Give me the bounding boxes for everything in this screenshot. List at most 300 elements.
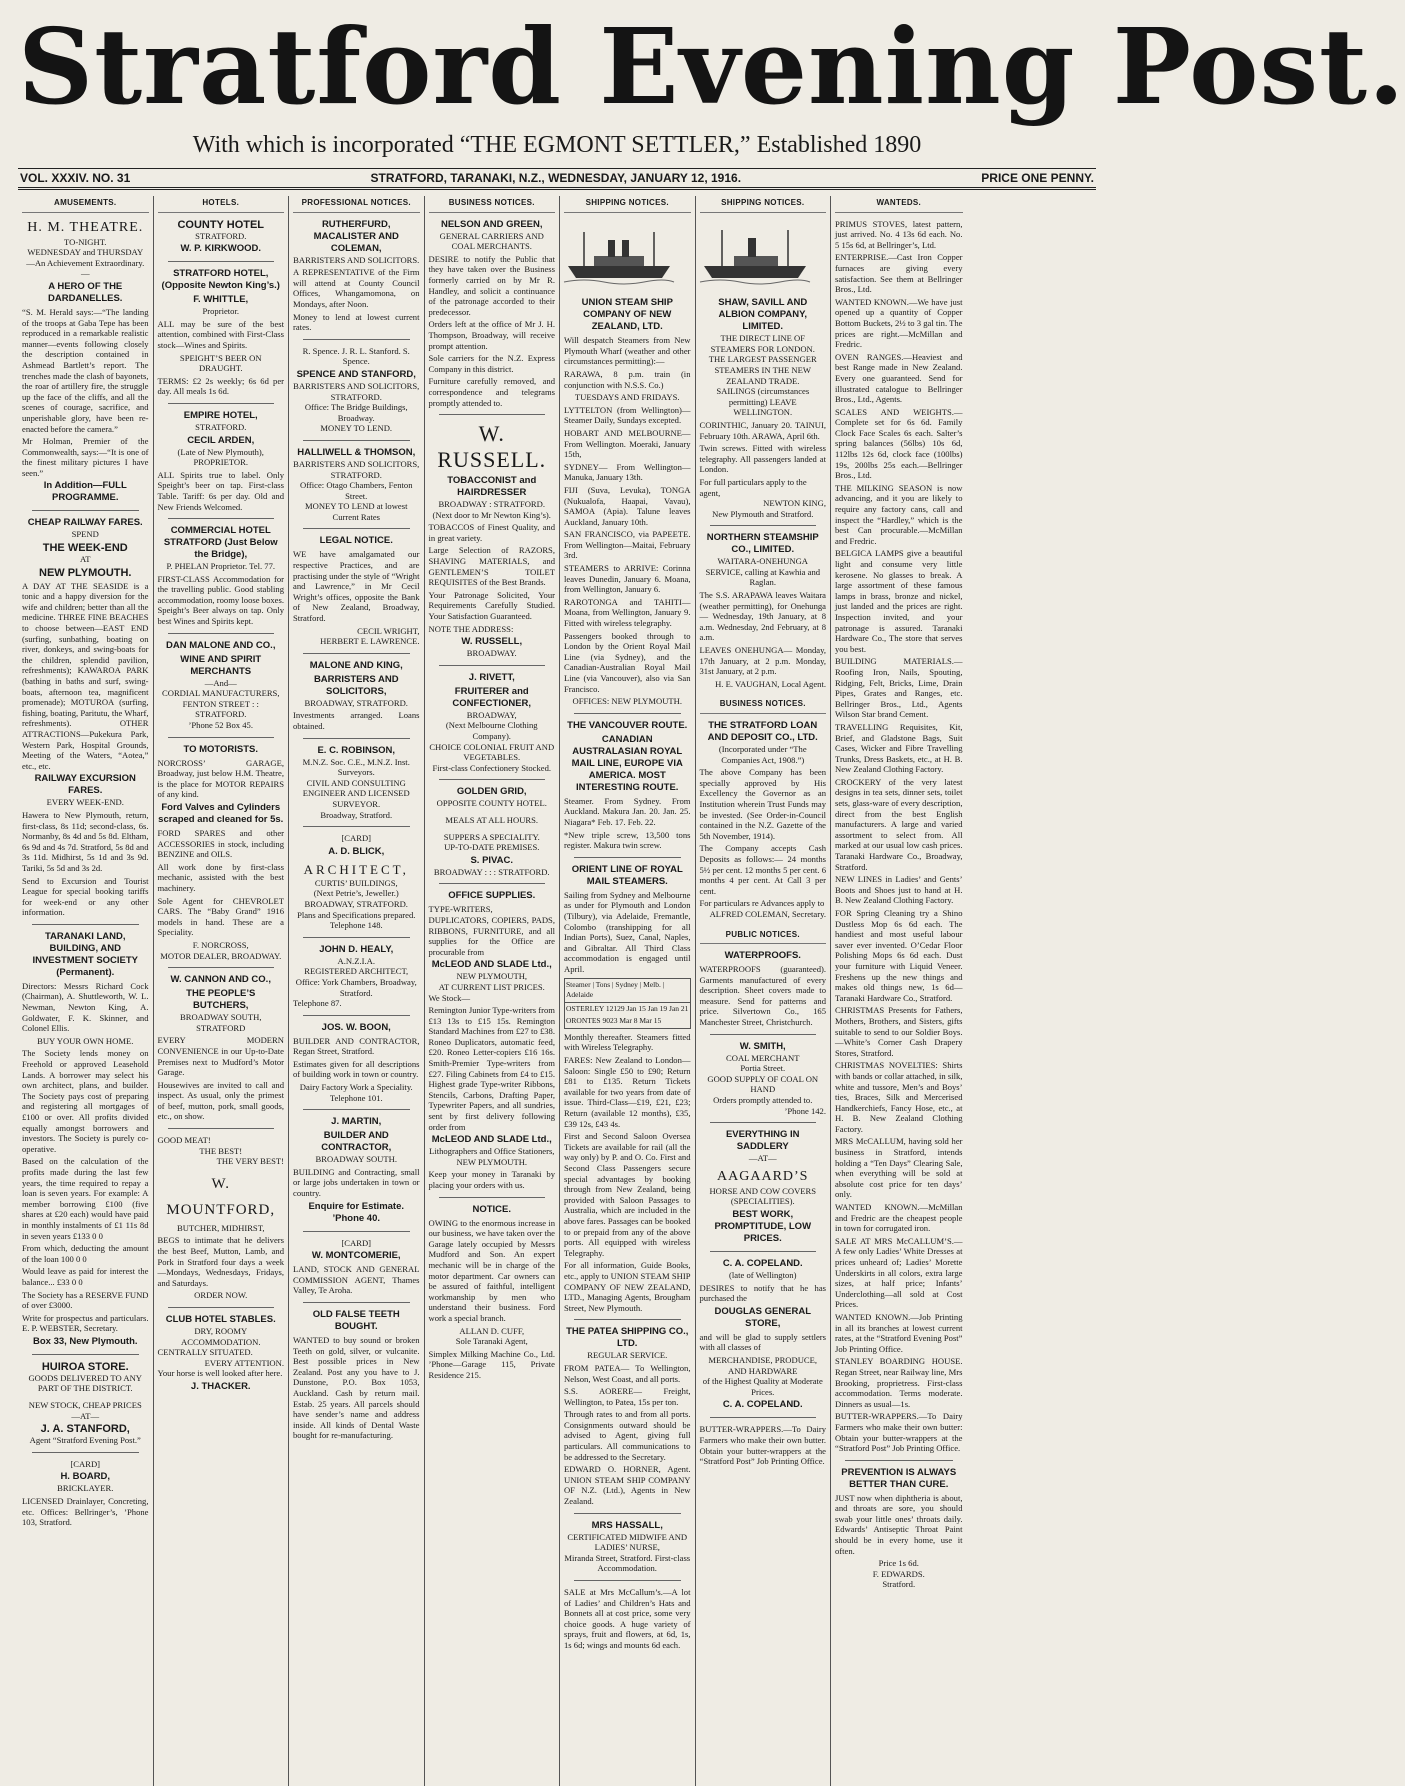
paragraph: WANTED KNOWN.—McMillan and Fredric are the cheapest people in town for corrugated iron.: [835, 1202, 963, 1234]
heading: NEW PLYMOUTH.: [39, 566, 132, 579]
heading: EVERYTHING IN SADDLERY: [725, 1129, 800, 1153]
text: FENTON STREET : : STRATFORD.: [182, 698, 259, 720]
price: PRICE ONE PENNY.: [981, 171, 1094, 185]
paragraph: BELGICA LAMPS give a beautiful light and consume very little kerosene. No glasses to break. A large assortment of these famous lamps in brass, bronze and nickel, just landed and the prices are right. Inspection invited, and your patronage is assured. Taranaki Hardware Co., The store that serves you best.: [835, 548, 963, 654]
paragraph: Keep your money in Taranaki by placing your orders with us.: [428, 1169, 555, 1190]
heading: COUNTY HOTEL: [177, 218, 265, 231]
divider: [168, 403, 275, 404]
table-row: ORONTES 9023 Mar 8 Mar 15: [566, 1016, 662, 1026]
text: Sole Taranaki Agent,: [455, 1336, 528, 1347]
paragraph: FROM PATEA— To Wellington, Nelson, West Coast, and all ports.: [564, 1362, 691, 1384]
divider: [32, 1354, 139, 1355]
paragraph: SAN FRANCISCO, via PAPEETE. From Wellington—Maitai, February 3rd.: [564, 529, 691, 561]
heading: PREVENTION IS ALWAYS BETTER THAN CURE.: [841, 1466, 957, 1490]
paragraph: NORCROSS’ GARAGE, Broadway, just below H.M. Theatre, is the place for MOTOR REPAIRS of any kind.: [157, 757, 284, 800]
paragraph: “S. M. Herald says:—“The landing of the troops at Gaba Tepe has been reproduced in a remarkable realistic manner—events following closely the description contained in Ashmead Bartlett’s report. The trenches made the clash of bayonets, the roar of artillery fire, the struggle up the face of the cliffs, and all the scenes of courage, sacrifice, and unperishable glory, have been re-enacted before the camera.”: [22, 306, 149, 434]
divider: [303, 339, 410, 340]
text: AT CURRENT LIST PRICES.: [438, 981, 545, 992]
divider: [574, 1580, 681, 1581]
heading: BEST WORK, PROMPTITUDE, LOW PRICES.: [714, 1209, 812, 1244]
paragraph: OVEN RANGES.—Heaviest and best Range made in New Zealand. Every one guaranteed. Send for illustrated catalogue to Bellringer Bros., Ltd., Agents.: [835, 351, 963, 405]
paragraph: TERMS: £2 2s weekly; 6s 6d per day. All meals 1s 6d.: [157, 375, 284, 397]
heading: CHEAP RAILWAY FARES.: [27, 517, 143, 529]
paragraph: ENTERPRISE.—Cast Iron Copper furnaces are giving every satisfaction. See them at Bellringer Bros., Ltd.: [835, 252, 963, 295]
text: (Next Melbourne Clothing Company).: [445, 720, 538, 741]
divider: [710, 1251, 817, 1252]
text: —AT—: [71, 1410, 100, 1421]
text: —And—: [204, 677, 237, 688]
heading: CLUB HOTEL STABLES.: [165, 1314, 276, 1325]
text: SPEND: [71, 529, 99, 540]
text: H. E. VAUGHAN, Local Agent.: [715, 678, 826, 689]
text: For full particulars apply to the agent,: [699, 476, 807, 498]
heading: J. RIVETT,: [468, 671, 515, 683]
paragraph: ALL may be sure of the best attention, combined with First-Class stock—Wines and Spirits.: [157, 318, 284, 350]
paragraph: FORD SPARES and other ACCESSORIES in stock, including BENZINE and OILS.: [157, 828, 284, 860]
text: BROADWAY.: [466, 648, 517, 659]
divider: [439, 883, 546, 884]
paragraph: LEAVES ONEHUNGA— Monday, 17th January, at 2 p.m. Monday, 31st January, at 2 p.m.: [699, 645, 826, 677]
paragraph: Write for prospectus and particulars. E. P. WEBSTER, Secretary.: [22, 1312, 149, 1334]
column-hotels: [154, 196, 290, 1786]
text: [CARD]: [341, 833, 372, 844]
heading: S. PIVAC.: [470, 854, 514, 866]
paragraph: Orders left at the office of Mr J. H. Thompson, Broadway, will receive prompt attention.: [428, 319, 555, 351]
paragraph: Remington Junior Type-writers from £13 13s to £15 15s. Remington Standard Machines from £27 to £38. Roneo Duplicators, automatic feed, £20. Roneo Letter-copiers £16 16s. Smith-Premier Type-writers from £27. Filing Cabinets from £4 to £15. Highest grade Type-writer Ribbons, Stencils, Carbons, Drafting Paper, Typewriter Papers, and all sundries, sent by first delivery following order from: [428, 1005, 555, 1132]
paragraph: FIRST-CLASS Accommodation for the travelling public. Good stabling accommodation, roomy loose boxes. Speight’s Beer always on tap. Only best Wines and Spirits kept.: [157, 573, 284, 627]
heading: THE PATEA SHIPPING CO., LTD.: [566, 1326, 689, 1350]
paragraph: DESIRE to notify the Public that they have taken over the Business formerly carried on by Mr R. Handley, and solicit a continuance of the patronage accorded to their predecessor.: [428, 253, 555, 317]
text: Telephone 87.: [293, 998, 342, 1009]
text: BUY YOUR OWN HOME.: [37, 1035, 134, 1046]
paragraph: CROCKERY of the very latest designs in tea sets, dinner sets, toilet sets, glass-ware of every description, direct from the best English manufacturers. A large and varied assortment to select from. All marked at our usual low cash prices. Taranaki Hardware Co., Broadway, Stratford.: [835, 776, 963, 872]
heading: BARRISTERS AND SOLICITORS,: [313, 673, 399, 697]
paragraph: EDWARD O. HORNER, Agent. UNION STEAM SHIP COMPANY OF N.Z. (Ltd.), Agents in New Zealand.: [564, 1464, 691, 1507]
paragraph: Hawera to New Plymouth, return, first-class, 8s 11d; second-class, 6s. Normanby, 8s 4d and 5s 8d. Eltham, 6s 9d and 4s 7d. Stratford, 5s 8d and 3s 11d. Midhirst, 5s 1d and 3s 9d. Tariki, 5s 5d and 3s 2d.: [22, 809, 149, 873]
text: GOOD MEAT!: [157, 1135, 211, 1146]
heading: Box 33, New Plymouth.: [32, 1335, 138, 1347]
text: ORDER NOW.: [194, 1290, 248, 1301]
text: Office: Otago Chambers, Fenton Street.: [300, 480, 413, 501]
masthead-subtitle: With which is incorporated “THE EGMONT SETTLER,” Established 1890: [192, 132, 922, 158]
paragraph: Sailing from Sydney and Melbourne as under for Plymouth and London (Tilbury), via Adelaide, Fremantle, Colombo (transhipping for all Indian Ports), Suez, Canal, Naples, and Gibraltar. All Third Class accommodation is engaged until April.: [564, 889, 691, 974]
paragraph: WE have amalgamated our respective Practices, and are practising under the style of “Wright and Lawrence,” in Mr Cecil Wright’s offices, opposite the Bank of New Zealand, Broadway, Stratford.: [293, 549, 420, 624]
text: of the Highest Quality at Moderate Prices.: [702, 1376, 823, 1397]
paragraph: FIJI (Suva, Levuka), TONGA (Nukualofa, Haapai, Vavau), SAMOA (Apia). Talune leaves Auckland, January 10th.: [564, 484, 691, 527]
paragraph: TRAVELLING Requisites, Kit, Brief, and Gladstone Bags, Suit Cases, Wicker and Fibre Travelling Trunks, Dress Baskets, etc., at H. B. New Zealand Clothing Factory.: [835, 721, 963, 775]
divider: [574, 857, 681, 858]
text: MERCHANDISE, PRODUCE, AND HARDWARE: [708, 1354, 818, 1376]
divider: [168, 737, 275, 738]
heading: DOUGLAS GENERAL STORE,: [714, 1305, 812, 1329]
paragraph: MRS McCALLUM, having sold her business in Stratford, intends holding a “Ten Days” Clearing Sale, when everything will be sold at absolute cost price for ten days’ only.: [835, 1136, 963, 1200]
paragraph: STANLEY BOARDING HOUSE. Regan Street, near Railway line, Mrs Brooking, proprietress. First-class accommodation. Terms moderate. Dinners as usual—1s.: [835, 1356, 963, 1409]
text: ’Phone 142.: [784, 1105, 826, 1116]
text: THE VERY BEST!: [216, 1156, 284, 1167]
text: R. Spence. J. R. L. Stanford. S. Spence.: [302, 345, 410, 367]
heading: SHAW, SAVILL AND ALBION COMPANY, LIMITED.: [718, 297, 808, 333]
paragraph: CHRISTMAS NOVELTIES: Shirts with bands or collar attached, in silk, white and tussore, Men’s and Boys’ ties, Braces, Silk and Mercerised Handkerchiefs, Fancy Hose, etc., at H. B. New Zealand Clothing Factory.: [835, 1060, 963, 1134]
text: P. PHELAN Proprietor. Tel. 77.: [166, 561, 276, 572]
text: —An Achievement Extraordinary.—: [26, 257, 145, 279]
text: CURTIS’ BUILDINGS,: [314, 877, 398, 888]
paragraph: WANTED to buy sound or broken Teeth on gold, silver, or vulcanite. Best possible prices in New Zealand. Post any you have to J. Dunstone, P.O. Box 1053, Auckland. Cash by return mail. Estab. 25 years. All parcels should have sender’s name and address inside. All kinds of Dental Waste bought for re-manufacturing.: [293, 1335, 420, 1441]
text: SAILINGS (circumstances permitting) LEAVE WELLINGTON.: [716, 386, 810, 418]
volume-number: VOL. XXXIV. NO. 31: [20, 171, 131, 185]
column-heading: PUBLIC NOTICES.: [700, 928, 827, 945]
paragraph: Mr Holman, Premier of the Commonwealth, says:—“It is one of the finest military pictures I have seen.”: [22, 436, 149, 478]
paragraph: BUILDING MATERIALS.—Roofing Iron, Nails, Spouting, Ridging, Felt, Bricks, Lime, Drain Pipes, Grates and Ranges, etc. Bellringer Bros., Ltd., Agents Wilson Star brand Cement.: [835, 656, 963, 720]
column-professional: [289, 196, 425, 1786]
text: BUTCHER, MIDHIRST,: [177, 1222, 265, 1233]
text: WEDNESDAY and THURSDAY: [27, 247, 144, 258]
heading: C. A. COPELAND.: [722, 1258, 803, 1269]
divider: [439, 1197, 546, 1198]
heading: MRS HASSALL,: [591, 1519, 663, 1531]
paragraph: Send to Excursion and Tourist League for special booking tariffs for week-end or any other information.: [22, 875, 149, 918]
paragraph: Directors: Messrs Richard Cock (Chairman), A. Shuttleworth, W. L. Newman, Newton King, A. Goldwater, F. K. Skinner, and Colonel Ellis.: [22, 980, 149, 1034]
paragraph: Through rates to and from all ports. Consignments outward should be advised to Agent, giving full particulars. All communications to be addressed to the Secretary.: [564, 1409, 691, 1462]
heading: NORTHERN STEAMSHIP CO., LIMITED.: [706, 532, 819, 556]
heading: OLD FALSE TEETH BOUGHT.: [312, 1309, 400, 1332]
heading: SPENCE AND STANFORD,: [296, 368, 416, 380]
heading: THE WEEK-END: [42, 542, 128, 555]
heading: J. THACKER.: [190, 1380, 251, 1392]
column-shipping-2: [696, 196, 832, 1786]
text: HORSE AND COW COVERS (SPECIALITIES).: [709, 1185, 817, 1207]
heading: WINE AND SPIRIT MERCHANTS: [180, 653, 262, 677]
paragraph: BEGS to intimate that he delivers the best Beef, Mutton, Lamb, and Pork in Stratford four days a week—Mondays, Wednesdays, Fridays, and Saturdays.: [157, 1235, 284, 1288]
paragraph: DESIRES to notify that he has purchased the: [699, 1282, 826, 1304]
divider: [168, 518, 275, 519]
paragraph: *New triple screw, 13,500 tons register. Makura twin screw.: [564, 829, 691, 851]
text: CENTRALLY SITUATED.: [157, 1347, 253, 1358]
paragraph: Based on the calculation of the profits made during the last few years, the time required to repay a loan is seven years. For example: A member borrowing £100 (five shares at £20 each) would have paid in monthly instalments of £1 11s 8d in seven years £133 0 0: [22, 1156, 149, 1241]
divider: [32, 510, 139, 511]
paragraph: Would leave as paid for interest the balance... £33 0 0: [22, 1266, 149, 1287]
paragraph: FOR Spring Cleaning try a Shino Dustless Mop 6s 6d each. The handiest and most useful labour saver ever invented. O’Cedar Floor Polishing Mops 6s 6d each. Dust your furniture with Liquid Veneer. Freshens up the new things and makes old things new, 1s 6d—Taranaki Hardware Co., Stratford.: [835, 908, 963, 1003]
heading: COMMERCIAL HOTEL STRATFORD (Just Below the Bridge),: [163, 525, 278, 561]
text: (Next Petrie’s, Jeweller.) BROADWAY, STRATFORD.: [304, 888, 408, 909]
text: EVERY WEEK-END.: [46, 797, 124, 808]
paragraph: LICENSED Drainlayer, Concreting, etc. Offices: Bellringer’s, ’Phone 103, Stratford.: [22, 1496, 149, 1528]
paragraph: A REPRESENTATIVE of the Firm will attend at County Council Offices, Whangamomona, on Mondays, after Noon.: [293, 267, 420, 309]
paragraph: Passengers booked through to London by the Orient Royal Mail Line (via Sydney), and the Canadian-Australian Royal Mail Line (via Vancouver), also via San Francisco.: [564, 630, 691, 694]
heading: Ford Valves and Cylinders scraped and cleaned for 5s.: [158, 802, 284, 825]
column-heading: HOTELS.: [158, 196, 285, 213]
text: ALLAN D. CUFF,: [459, 1325, 525, 1336]
text: Price 1s 6d.: [878, 1558, 919, 1569]
text: [CARD]: [70, 1458, 101, 1469]
column-heading: WANTEDS.: [835, 196, 963, 213]
text: TUESDAYS AND FRIDAYS.: [574, 392, 680, 403]
text: (Next door to Mr Newton King’s).: [432, 509, 551, 520]
text: BROADWAY : STRATFORD.: [438, 499, 546, 510]
heading: Enquire for Estimate. ’Phone 40.: [308, 1200, 405, 1224]
text: Office: The Bridge Buildings, Broadway.: [304, 402, 408, 423]
text: CERTIFICATED MIDWIFE AND LADIES’ NURSE,: [567, 1531, 688, 1553]
paragraph: CHRISTMAS Presents for Fathers, Mothers, Brothers, and Sisters, gifts suitable to send to our Soldier Boys.—White’s Corner Cash Drapery Stores, Stratford.: [835, 1005, 963, 1058]
divider: [32, 1452, 139, 1453]
divider: [303, 1109, 410, 1110]
text: PROPRIETOR.: [193, 457, 249, 468]
place-date: STRATFORD, TARANAKI, N.Z., WEDNESDAY, JANUARY 12, 1916.: [370, 171, 742, 185]
heading: RUTHERFURD, MACALISTER AND COLEMAN,: [313, 218, 399, 254]
text: Stratford.: [882, 1579, 916, 1590]
heading: W. SMITH,: [739, 1040, 786, 1052]
divider: [168, 1307, 275, 1308]
text: THE BEST!: [199, 1145, 243, 1156]
divider: [168, 261, 275, 262]
heading: NELSON AND GREEN,: [440, 218, 543, 230]
heading: GOLDEN GRID,: [456, 786, 527, 798]
text: (late of Wellington): [729, 1270, 797, 1280]
paragraph: TOBACCOS of Finest Quality, and in great variety.: [428, 522, 555, 543]
paragraph: Monthly thereafter. Steamers fitted with Wireless Telegraphy.: [564, 1031, 691, 1053]
text: (Incorporated under “The Companies Act, 1908.”): [718, 744, 807, 765]
divider: [439, 779, 546, 780]
heading: DAN MALONE AND CO.,: [166, 639, 276, 651]
divider: [710, 1034, 817, 1035]
paragraph: FARES: New Zealand to London— Saloon: Single £50 to £90; Return £81 to £135. Return Tickets available for two years from date of issue. Third-Class—£19, £21, £23; Return (available 12 months), £35, £39 12s, £43 4s.: [564, 1055, 691, 1129]
theatre-name: H. M. THEATRE.: [27, 219, 144, 235]
text: THE LARGEST PASSENGER STEAMERS IN THE NEW ZEALAND TRADE.: [708, 354, 817, 386]
paragraph: CORINTHIC, January 20. TAINUI, February 10th. ARAWA, April 6th.: [699, 419, 826, 441]
text: First-class Confectionery Stocked.: [432, 762, 552, 773]
text: Proprietor.: [202, 306, 240, 317]
heading: W. MOUNTFORD,: [166, 1175, 276, 1218]
text: BRICKLAYER.: [57, 1483, 114, 1494]
heading: AAGAARD’S: [717, 1168, 809, 1184]
text: Lithographers and Office Stationers, NEW PLYMOUTH.: [429, 1146, 555, 1167]
text: BROADWAY SOUTH.: [315, 1154, 397, 1165]
heading: WATERPROOFS.: [724, 950, 801, 962]
heading: HUIROA STORE.: [41, 1360, 129, 1373]
heading: EMPIRE HOTEL,: [183, 409, 258, 421]
column-heading: PROFESSIONAL NOTICES.: [293, 196, 420, 213]
text: UP-TO-DATE PREMISES.: [444, 842, 540, 853]
text: For particulars re Advances apply to: [699, 898, 825, 909]
paragraph: For all information, Guide Books, etc., apply to UNION STEAM SHIP COMPANY OF NEW ZEALAND, LTD., Managing Agents, Brougham Street, New Plymouth.: [564, 1260, 691, 1313]
text: MEALS AT ALL HOURS.: [445, 814, 539, 825]
table-row: OSTERLEY 12129 Jan 15 Jan 19 Jan 21: [566, 1003, 689, 1013]
text: (Late of New Plymouth),: [177, 446, 264, 457]
text: GOOD SUPPLY OF COAL ON HAND: [707, 1073, 819, 1095]
text: New Plymouth and Stratford.: [712, 508, 814, 519]
text: NOTE THE ADDRESS:: [428, 623, 514, 634]
heading: A. D. BLICK,: [328, 845, 385, 857]
paragraph: First and Second Saloon Oversea Tickets are available for rail (all the way only) by P. and O. Co. First and Second Class Passengers secure special advantages by booking through from New Zealand, being provided with Saloon Passages to Australia, which are included in the above fares. Passages can be booked to or prepaid from any of the above ports. All equipped with wireless Telegraphy.: [564, 1131, 691, 1258]
text: CORDIAL MANUFACTURERS,: [162, 688, 280, 699]
divider: [168, 1128, 275, 1129]
paragraph: RARAWA, 8 p.m. train (in conjunction with N.S.S. Co.): [564, 368, 691, 390]
paragraph: SYDNEY— From Wellington—Manuka, January 13th.: [564, 461, 691, 483]
text: SUPPERS A SPECIALITY.: [443, 831, 540, 842]
paragraph: Sole carriers for the N.Z. Express Company in this district.: [428, 353, 555, 374]
text: BROADWAY,: [466, 709, 517, 720]
heading: A HERO OF THE DARDANELLES.: [48, 280, 123, 304]
heading: W. P. KIRKWOOD.: [180, 243, 262, 255]
heading: W. RUSSELL,: [461, 636, 523, 648]
masthead-title: Stratford Evening Post.: [18, 5, 1405, 128]
divider: [439, 665, 546, 666]
paragraph: BUTTER-WRAPPERS.—To Dairy Farmers who make their own butter: Obtain your butter-wrappers at the “Stratford Post” Job Printing Office.: [835, 1411, 963, 1454]
text: THE DIRECT LINE OF STEAMERS FOR LONDON.: [710, 333, 815, 354]
paragraph: BUILDER AND CONTRACTOR, Regan Street, Stratford.: [293, 1035, 420, 1057]
heading: BUILDER AND CONTRACTOR,: [321, 1130, 392, 1154]
heading: HALLIWELL & THOMSON,: [297, 446, 416, 458]
paragraph: OWING to the enormous increase in our business, we have taken over the Garage lately occupied by Messrs Mudford and Son. An expert mechanic will be in charge of the motor department. Car owners can be assured of faithful, intelligent workmanship by men who understand their business. Ford work a special branch.: [428, 1217, 555, 1323]
text: NEW PLYMOUTH,: [456, 971, 528, 982]
paragraph: Your Patronage Solicited, Your Requirements Carefully Studied. Your Satisfaction Guaranteed.: [428, 589, 555, 622]
text: REGULAR SERVICE.: [587, 1350, 668, 1361]
divider: [32, 924, 139, 925]
text: Broadway, Stratford.: [320, 809, 393, 820]
paragraph: SALE at Mrs McCallum’s.—A lot of Ladies’ and Children’s Hats and Bonnets all at cost price, some very choice goods. A huge variety of sprays, fruit and flowers, at 6d, 1s, 1s 6d; wings and mounts 6d each.: [564, 1587, 691, 1650]
paragraph: WATERPROOFS (guaranteed). Garments manufactured of every description. Sheet covers made to measure. Send for patterns and price. Silvertown Co., 165 Manchester Street, Christchurch.: [699, 964, 826, 1028]
divider: [710, 1122, 817, 1123]
text: A.N.Z.I.A.: [337, 955, 375, 966]
text: Office: York Chambers, Broadway, Stratford.: [295, 976, 417, 998]
text: BROADWAY : : : STRATFORD.: [433, 866, 550, 877]
divider: [303, 440, 410, 441]
text: EVERY ATTENTION.: [204, 1357, 284, 1368]
divider: [303, 528, 410, 529]
paragraph: The Company accepts Cash Deposits as follows:— 24 months 5½ per cent. 12 months 5 per cent. 6 months 4 per cent. At Call 3 per cent.: [699, 843, 826, 896]
text: NEWTON KING,: [763, 498, 826, 509]
text: F. EDWARDS.: [872, 1568, 925, 1579]
heading: F. WHITTLE,: [193, 294, 249, 306]
heading: TOBACCONIST and HAIRDRESSER: [447, 475, 537, 499]
column-business: [425, 196, 561, 1786]
heading: ARCHITECT,: [303, 861, 409, 877]
text: Dairy Factory Work a Speciality. Telephone 101.: [299, 1082, 413, 1103]
text: Plans and Specifications prepared. Telephone 148.: [297, 909, 416, 931]
text: Miranda Street, Stratford. First-class Accommodation.: [564, 1552, 691, 1574]
text: STRATFORD.: [195, 230, 247, 241]
divider: [710, 525, 817, 526]
text: M.N.Z. Soc. C.E., M.N.Z. Inst. Surveyors.: [302, 756, 410, 778]
paragraph: The Society lends money on Freehold or approved Leasehold Lands. A borrower may select his own architect, plans, and builder. The Society pays cost of preparing and registering all mortgages of £100 or over. All profits divided equally amongst borrowers and investors. The Society is purely co-operative.: [22, 1048, 149, 1154]
text: GOODS DELIVERED TO ANY PART OF THE DISTRICT.: [28, 1372, 143, 1394]
divider: [303, 738, 410, 739]
text: Agent “Stratford Evening Post.”: [29, 1435, 141, 1446]
paragraph: Twin screws. Fitted with wireless telegraphy. All passengers landed at London.: [699, 443, 826, 475]
heading: J. A. STANFORD,: [40, 1423, 130, 1436]
text: WAITARA-ONEHUNGA SERVICE, calling at Kawhia and Raglan.: [705, 556, 821, 588]
paragraph: From which, deducting the amount of the loan 100 0 0: [22, 1243, 149, 1264]
heading: MALONE AND KING,: [309, 659, 403, 671]
paragraph: The above Company has been specially approved by His Excellency the Governor as an Institution wherein Trust Funds may be invested. (See Order-in-Council contained in the N.Z. Gazette of the 5th November, 1914).: [699, 767, 826, 841]
heading: NOTICE.: [472, 1203, 512, 1215]
text: HERBERT E. LAWRENCE.: [320, 636, 420, 647]
heading: W. CANNON AND CO.,: [170, 974, 271, 986]
heading: RAILWAY EXCURSION FARES.: [34, 773, 136, 797]
text: ALFRED COLEMAN, Secretary.: [709, 908, 826, 919]
paragraph: Steamer. From Sydney. From Auckland. Makura Jan. 20. Jan. 25. Niagara* Feb. 17. Feb. 22.: [564, 795, 691, 827]
paragraph: Will despatch Steamers from New Plymouth Wharf (weather and other circumstances permitting):—: [564, 335, 691, 367]
divider: [168, 967, 275, 968]
text: Your horse is well looked after here.: [157, 1368, 283, 1379]
paragraph: SCALES AND WEIGHTS.—Complete set for 6s 6d. Family Clock Face Scales 6s each. Salter’s spring balances (56lbs) 10s 6d, 112lbs 12s 6d, clock face (100lbs) 19s, 200lbs 25s each.—Bellringer Bros., Ltd.: [835, 406, 963, 481]
heading: McLEOD AND SLADE Ltd.,: [431, 959, 552, 971]
paragraph: The Society has a RESERVE FUND of over £3000.: [22, 1289, 149, 1311]
heading: C. A. COPELAND.: [722, 1399, 803, 1411]
text: —AT—: [748, 1153, 777, 1164]
paragraph: Investments arranged. Loans obtained.: [293, 710, 420, 731]
text: Orders promptly attended to.: [713, 1095, 813, 1106]
heading: THE VANCOUVER ROUTE.: [567, 719, 688, 731]
text: REGISTERED ARCHITECT,: [304, 966, 409, 977]
steamship-illustration: [564, 225, 674, 287]
heading: STRATFORD HOTEL, (Opposite Newton King’s.): [161, 268, 280, 292]
column-heading: AMUSEMENTS.: [22, 196, 149, 213]
paragraph: Large Selection of RAZORS, SHAVING MATERIALS, and GENTLEMEN’S TOILET REQUISITES of the Best Brands.: [428, 545, 555, 588]
paragraph: STEAMERS to ARRIVE: Corinna leaves Dunedin, January 6. Moana, from Wellington, January 6.: [564, 563, 691, 595]
paragraph: Money to lend at lowest current rates.: [293, 311, 420, 333]
text: ’Phone 52 Box 45.: [188, 720, 253, 731]
heading: H. BOARD,: [60, 1471, 111, 1483]
paragraph: ALL Spirits true to label. Only Speight’s beer on tap. First-class Table. Tariff: 6s per day. Old and New Friends Welcomed.: [157, 469, 284, 512]
heading: LEGAL NOTICE.: [319, 535, 393, 547]
divider: [439, 414, 546, 415]
paragraph: Sole Agent for CHEVROLET CARS. The “Baby Grand” 1916 models in hand. These are a Speciality.: [157, 895, 284, 938]
text: We Stock—: [428, 992, 471, 1003]
paragraph: SALE AT MRS McCALLUM’S.—A few only Ladies’ White Dresses at prices unheard of; Ladies’ Morette Underskirts in all colors, extra large sizes, at half price; Infants’ Underclothing—all sold at Cost Prices.: [835, 1235, 963, 1310]
dateline-bar: [18, 168, 1096, 190]
paragraph: Estimates given for all descriptions of building work in town or country.: [293, 1058, 420, 1080]
column-amusements: [18, 196, 154, 1786]
text: STRATFORD.: [195, 421, 247, 432]
heading: FRUITERER and CONFECTIONER,: [452, 685, 532, 709]
text: MONEY TO LEND at lowest Current Rates: [305, 501, 408, 522]
paragraph: PRIMUS STOVES, latest pattern, just arrived. No. 4 13s 6d each. No. 5 15s 6d, at Bellringer’s, Ltd.: [835, 218, 963, 250]
heading: In Addition—FULL PROGRAMME.: [43, 480, 127, 504]
divider: [710, 1417, 817, 1418]
text: AT: [79, 554, 91, 565]
text: COAL MERCHANT: [726, 1052, 800, 1063]
column-heading: SHIPPING NOTICES.: [700, 196, 827, 213]
heading: E. C. ROBINSON,: [317, 744, 396, 756]
text: BARRISTERS AND SOLICITORS, STRATFORD.: [293, 458, 420, 480]
table-header: Steamer | Tons | Sydney | Melb. | Adelaide: [565, 979, 690, 1003]
paragraph: THE MILKING SEASON is now advancing, and it you are likely to require any factory cans, call and inspect the “Hardley,” which is the best Can procurable.—McMillan and Fredric.: [835, 482, 963, 546]
paragraph: Housewives are invited to call and inspect. As usual, only the primest of beef, mutton, pork, small goods, etc., on show.: [157, 1079, 284, 1122]
heading: TO MOTORISTS.: [183, 743, 259, 755]
paragraph: LYTTELTON (from Wellington)— Steamer Daily, Sundays excepted.: [564, 404, 691, 426]
heading: OFFICE SUPPLIES.: [448, 890, 536, 902]
heading: CANADIAN AUSTRALASIAN ROYAL MAIL LINE, EUROPE VIA AMERICA. MOST INTERESTING ROUTE.: [571, 733, 683, 793]
heading: McLEOD AND SLADE Ltd.,: [431, 1134, 552, 1146]
heading: THE PEOPLE’S BUTCHERS,: [186, 988, 256, 1012]
text: GENERAL CARRIERS AND COAL MERCHANTS.: [439, 230, 544, 252]
paragraph: RAROTONGA and TAHITI— Moana, from Wellington, January 9. Fitted with wireless telegraphy.: [564, 596, 691, 629]
text: Portia Street.: [740, 1063, 786, 1074]
divider: [574, 713, 681, 714]
text: OFFICES: NEW PLYMOUTH.: [572, 696, 682, 707]
heading: CECIL ARDEN,: [187, 434, 255, 446]
divider: [303, 653, 410, 654]
divider: [303, 1302, 410, 1303]
heading: W. RUSSELL.: [437, 421, 547, 473]
column-heading: BUSINESS NOTICES.: [700, 697, 827, 714]
sailing-table: [564, 978, 691, 1029]
paragraph: and will be glad to supply settlers with all classes of: [699, 1331, 826, 1353]
text: CHOICE COLONIAL FRUIT AND VEGETABLES.: [429, 741, 555, 763]
heading: THE STRATFORD LOAN AND DEPOSIT CO., LTD.: [707, 720, 818, 743]
paragraph: EVERY MODERN CONVENIENCE in our Up-to-Date Premises next to Mudford’s Motor Garage.: [157, 1035, 284, 1078]
heading: J. MARTIN,: [331, 1116, 382, 1128]
